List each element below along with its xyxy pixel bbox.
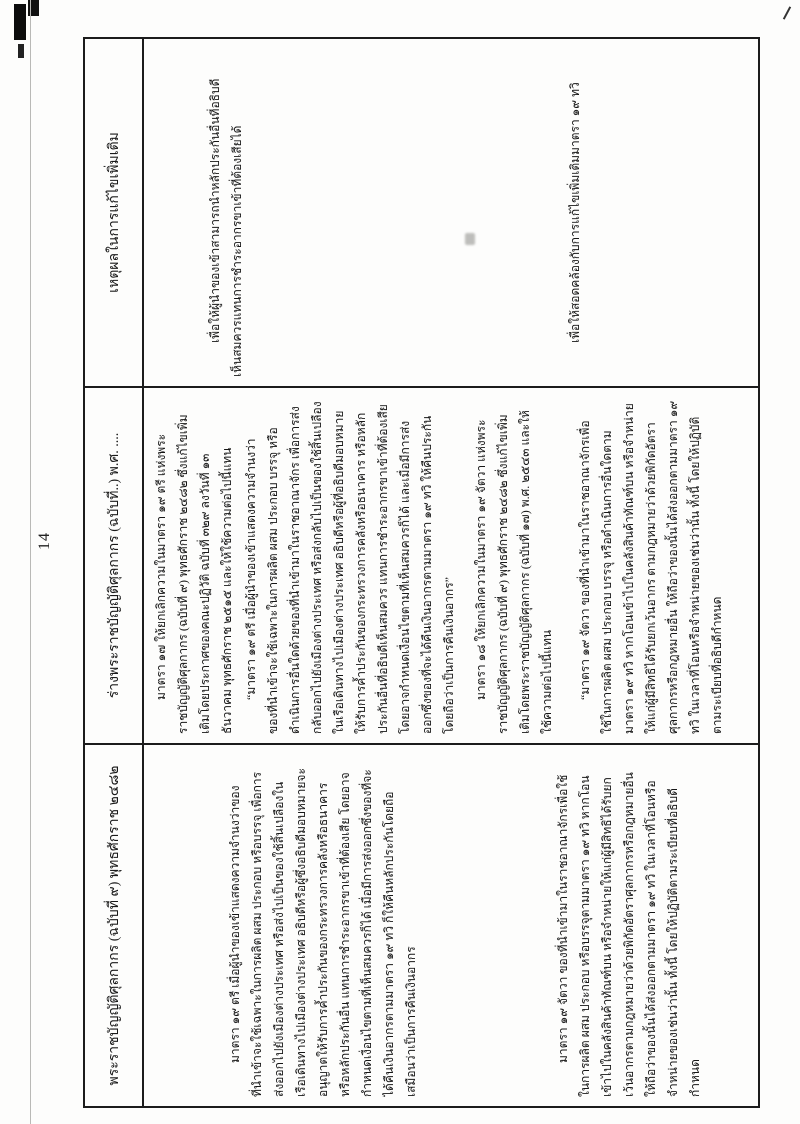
text-line: ให้ถือว่าของนั้นได้ส่งออกตามมาตรา ๑๙ ทวิ ในเวลาที่โอนหรือ	[644, 780, 658, 1097]
paragraph-section-19-tri-current	[224, 752, 422, 1097]
paragraph-section-19-chattawa-current	[552, 752, 706, 1097]
text-line: ออกซึ่งของที่จะได้คืนเงินอากรตามมาตรา ๑๙ ทวิ ให้คืนประกัน	[420, 415, 434, 734]
text-line: ในเรือเดินทางไปเมืองต่างประเทศ อธิบดีหรือผู้ที่อธิบดีมอบหมาย	[332, 410, 346, 734]
text-line: ดำเนินการอื่นใดด้วยของที่นำเข้ามาในราชอาณาจักร เพื่อการส่ง	[288, 406, 302, 734]
text-line: ใช้ในการผลิต ผสม ประกอบ บรรจุ หรือดำเนินการอื่นใดตาม	[600, 430, 614, 734]
text-line: ประกันอื่นที่อธิบดีเห็นสมควร แทนการชำระอากรขาเข้าที่ต้องเสีย	[376, 404, 390, 734]
text-line: จำหน่ายของเช่นว่านั้น ทั้งนี้ โดยให้ปฏิบัติตามระเบียบที่อธิบดี	[666, 788, 680, 1097]
paragraph-reason-2	[564, 46, 586, 377]
text-line: เติมโดยประกาศของคณะปฏิวัติ ฉบับที่ ๓๒๙ ลงวันที่ ๑๓	[198, 453, 212, 734]
text-line: กำหนด	[688, 1059, 702, 1097]
text-line: มาตรา ๑๙ จัตวา ของที่นำเข้ามาในราชอาณาจักรเพื่อใช้	[556, 774, 570, 1063]
text-line: หรือหลักประกันอื่น แทนการชำระอากรขาเข้าที่ต้องเสีย โดยอาจ	[338, 772, 352, 1097]
text-line: ตามระเบียบที่อธิบดีกำหนด	[710, 596, 724, 734]
text-line: ราชบัญญัติศุลกากร (ฉบับที่ ๙) พุทธศักราช ๒๔๘๒ ซึ่งแก้ไขเพิ่ม	[176, 414, 190, 734]
text-line: โดยถือว่าเป็นการคืนเงินอากร”	[442, 577, 456, 734]
page-number: 14	[36, 532, 53, 550]
text-line: ราชบัญญัติศุลกากร (ฉบับที่ ๙) พุทธศักราช ๒๔๘๒ ซึ่งแก้ไขเพิ่ม	[496, 414, 510, 734]
text-line: “มาตรา ๑๙ ตรี เมื่อผู้นำของเข้าแสดงความจำนงว่า	[244, 438, 258, 700]
table-body-row	[144, 39, 758, 1106]
paragraph-reason-1	[204, 46, 248, 377]
table-header-row	[85, 39, 144, 1106]
text-line: เข้าไปในคลังสินค้าทัณฑ์บน หรือจำหน่ายให้แก่ผู้มีสิทธิได้รับยก	[600, 777, 614, 1097]
column-current-act	[144, 743, 758, 1106]
text-line: ใช้ความต่อไปนี้แทน	[540, 629, 554, 734]
text-line: ส่งออกไปยังเมืองต่างประเทศ หรือส่งไปเป็นของใช้สิ้นเปลืองใน	[272, 781, 286, 1097]
text-line: กลับออกไปยังเมืองต่างประเทศ หรือส่งกลับไปเป็นของใช้สิ้นเปลือง	[310, 401, 324, 734]
paragraph-draft-section-18	[470, 395, 558, 734]
text-line: โดยอาจกำหนดเงื่อนไขตามที่เห็นสมควรก็ได้ และเมื่อมีการส่ง	[398, 420, 412, 734]
column-amendment-reason	[144, 39, 758, 386]
text-line: อนุญาตให้รับการค้ำประกันของกระทรวงการคลังหรือธนาคาร	[316, 782, 330, 1097]
text-line: มาตรา ๑๘ ให้ยกเลิกความในมาตรา ๑๙ จัตวา แห่งพระ	[474, 419, 488, 700]
text-line: ให้รับการค้ำประกันของกระทรวงการคลังหรือธนาคาร หรือหลัก	[354, 412, 368, 734]
text-line: ศุลกากรหรือกฎหมายอื่น ให้ถือว่าของนั้นได้ส่งออกตามมาตรา ๑๙	[666, 400, 680, 734]
text-line: มาตรา ๑๙ ตรี เมื่อผู้นำของเข้าแสดงความจำนงว่าของ	[228, 785, 242, 1063]
text-line: เว้นอากรตามกฎหมายว่าด้วยพิกัดอัตราศุลกากรหรือกฎหมายอื่น	[622, 772, 636, 1097]
text-line: เติมโดยพระราชบัญญัติศุลกากร (ฉบับที่ ๑๗) พ.ศ. ๒๕๔๓ และให้	[518, 410, 532, 734]
text-line: มาตรา ๑๙ ทวิ หากโอนเข้าไปในคลังสินค้าทัณฑ์บน หรือจำหน่าย	[622, 403, 636, 734]
header-current-act: พระราชบัญญัติศุลกากร (ฉบับที่ ๙) พุทธศักราช ๒๔๘๒	[85, 743, 142, 1106]
text-line: เรือเดินทางไปเมืองต่างประเทศ อธิบดีหรือผู้ซึ่งอธิบดีมอบหมายจะ	[294, 768, 308, 1097]
header-amendment-reason: เหตุผลในการแก้ไขเพิ่มเติม	[106, 132, 122, 293]
text-line: ที่นำเข้าจะใช้เฉพาะในการผลิต ผสม ประกอบ หรือบรรจุ เพื่อการ	[250, 771, 264, 1097]
comparison-table	[83, 37, 760, 1108]
paragraph-draft-section-19-chattawa	[574, 395, 728, 734]
text-line: ให้แก่ผู้มีสิทธิได้รับยกเว้นอากร ตามกฎหมายว่าด้วยพิกัดอัตรา	[644, 422, 658, 734]
text-line: “มาตรา ๑๙ จัตวา ของที่นำเข้ามาในราชอาณาจักรเพื่อ	[578, 420, 592, 700]
text-line: มาตรา ๑๗ ให้ยกเลิกความในมาตรา ๑๙ ตรี แห่งพระ	[154, 433, 168, 700]
paragraph-draft-section-17	[150, 395, 238, 734]
text-line: ธันวาคม พุทธศักราช ๒๕๑๕ และให้ใช้ความต่อไปนี้แทน	[220, 447, 234, 734]
text-line: ของที่นำเข้าจะใช้เฉพาะในการผลิต ผสม ประกอบ บรรจุ หรือ	[266, 427, 280, 734]
text-line: ได้คืนเงินอากรตามมาตรา ๑๙ ทวิ ก็ให้คืนหลักประกันโดยถือ	[382, 791, 396, 1097]
column-draft-act	[144, 386, 758, 743]
text-line: เสมือนว่าเป็นการคืนเงินอากร	[404, 946, 418, 1097]
text-line: ในการผลิต ผสม ประกอบ หรือบรรจุตามมาตรา ๑๙ ทวิ หากโอน	[578, 775, 592, 1097]
text-line: ทวิ ในเวลาที่โอนหรือจำหน่ายของเช่นว่านั้น ทั้งนี้ โดยให้ปฏิบัติ	[688, 416, 702, 734]
text-line: กำหนดเงื่อนไขตามที่เห็นสมควรก็ได้ เมื่อมีการส่งออกซึ่งของที่จะ	[360, 769, 374, 1097]
text-line: เห็นสมควรแทนการชำระอากรขาเข้าที่ต้องเสียได้	[230, 125, 244, 377]
text-line: เพื่อให้ผู้นำของเข้าสามารถนำหลักประกันอื่นที่อธิบดี	[208, 78, 222, 343]
paragraph-draft-section-19-tri	[240, 395, 460, 734]
text-line: เพื่อให้สอดคล้องกับการแก้ไขเพิ่มเติมมาตรา ๑๙ ทวิ	[568, 82, 582, 343]
header-draft-act: ร่างพระราชบัญญัติศุลกากร (ฉบับที่..) พ.ศ. ....	[85, 386, 142, 743]
